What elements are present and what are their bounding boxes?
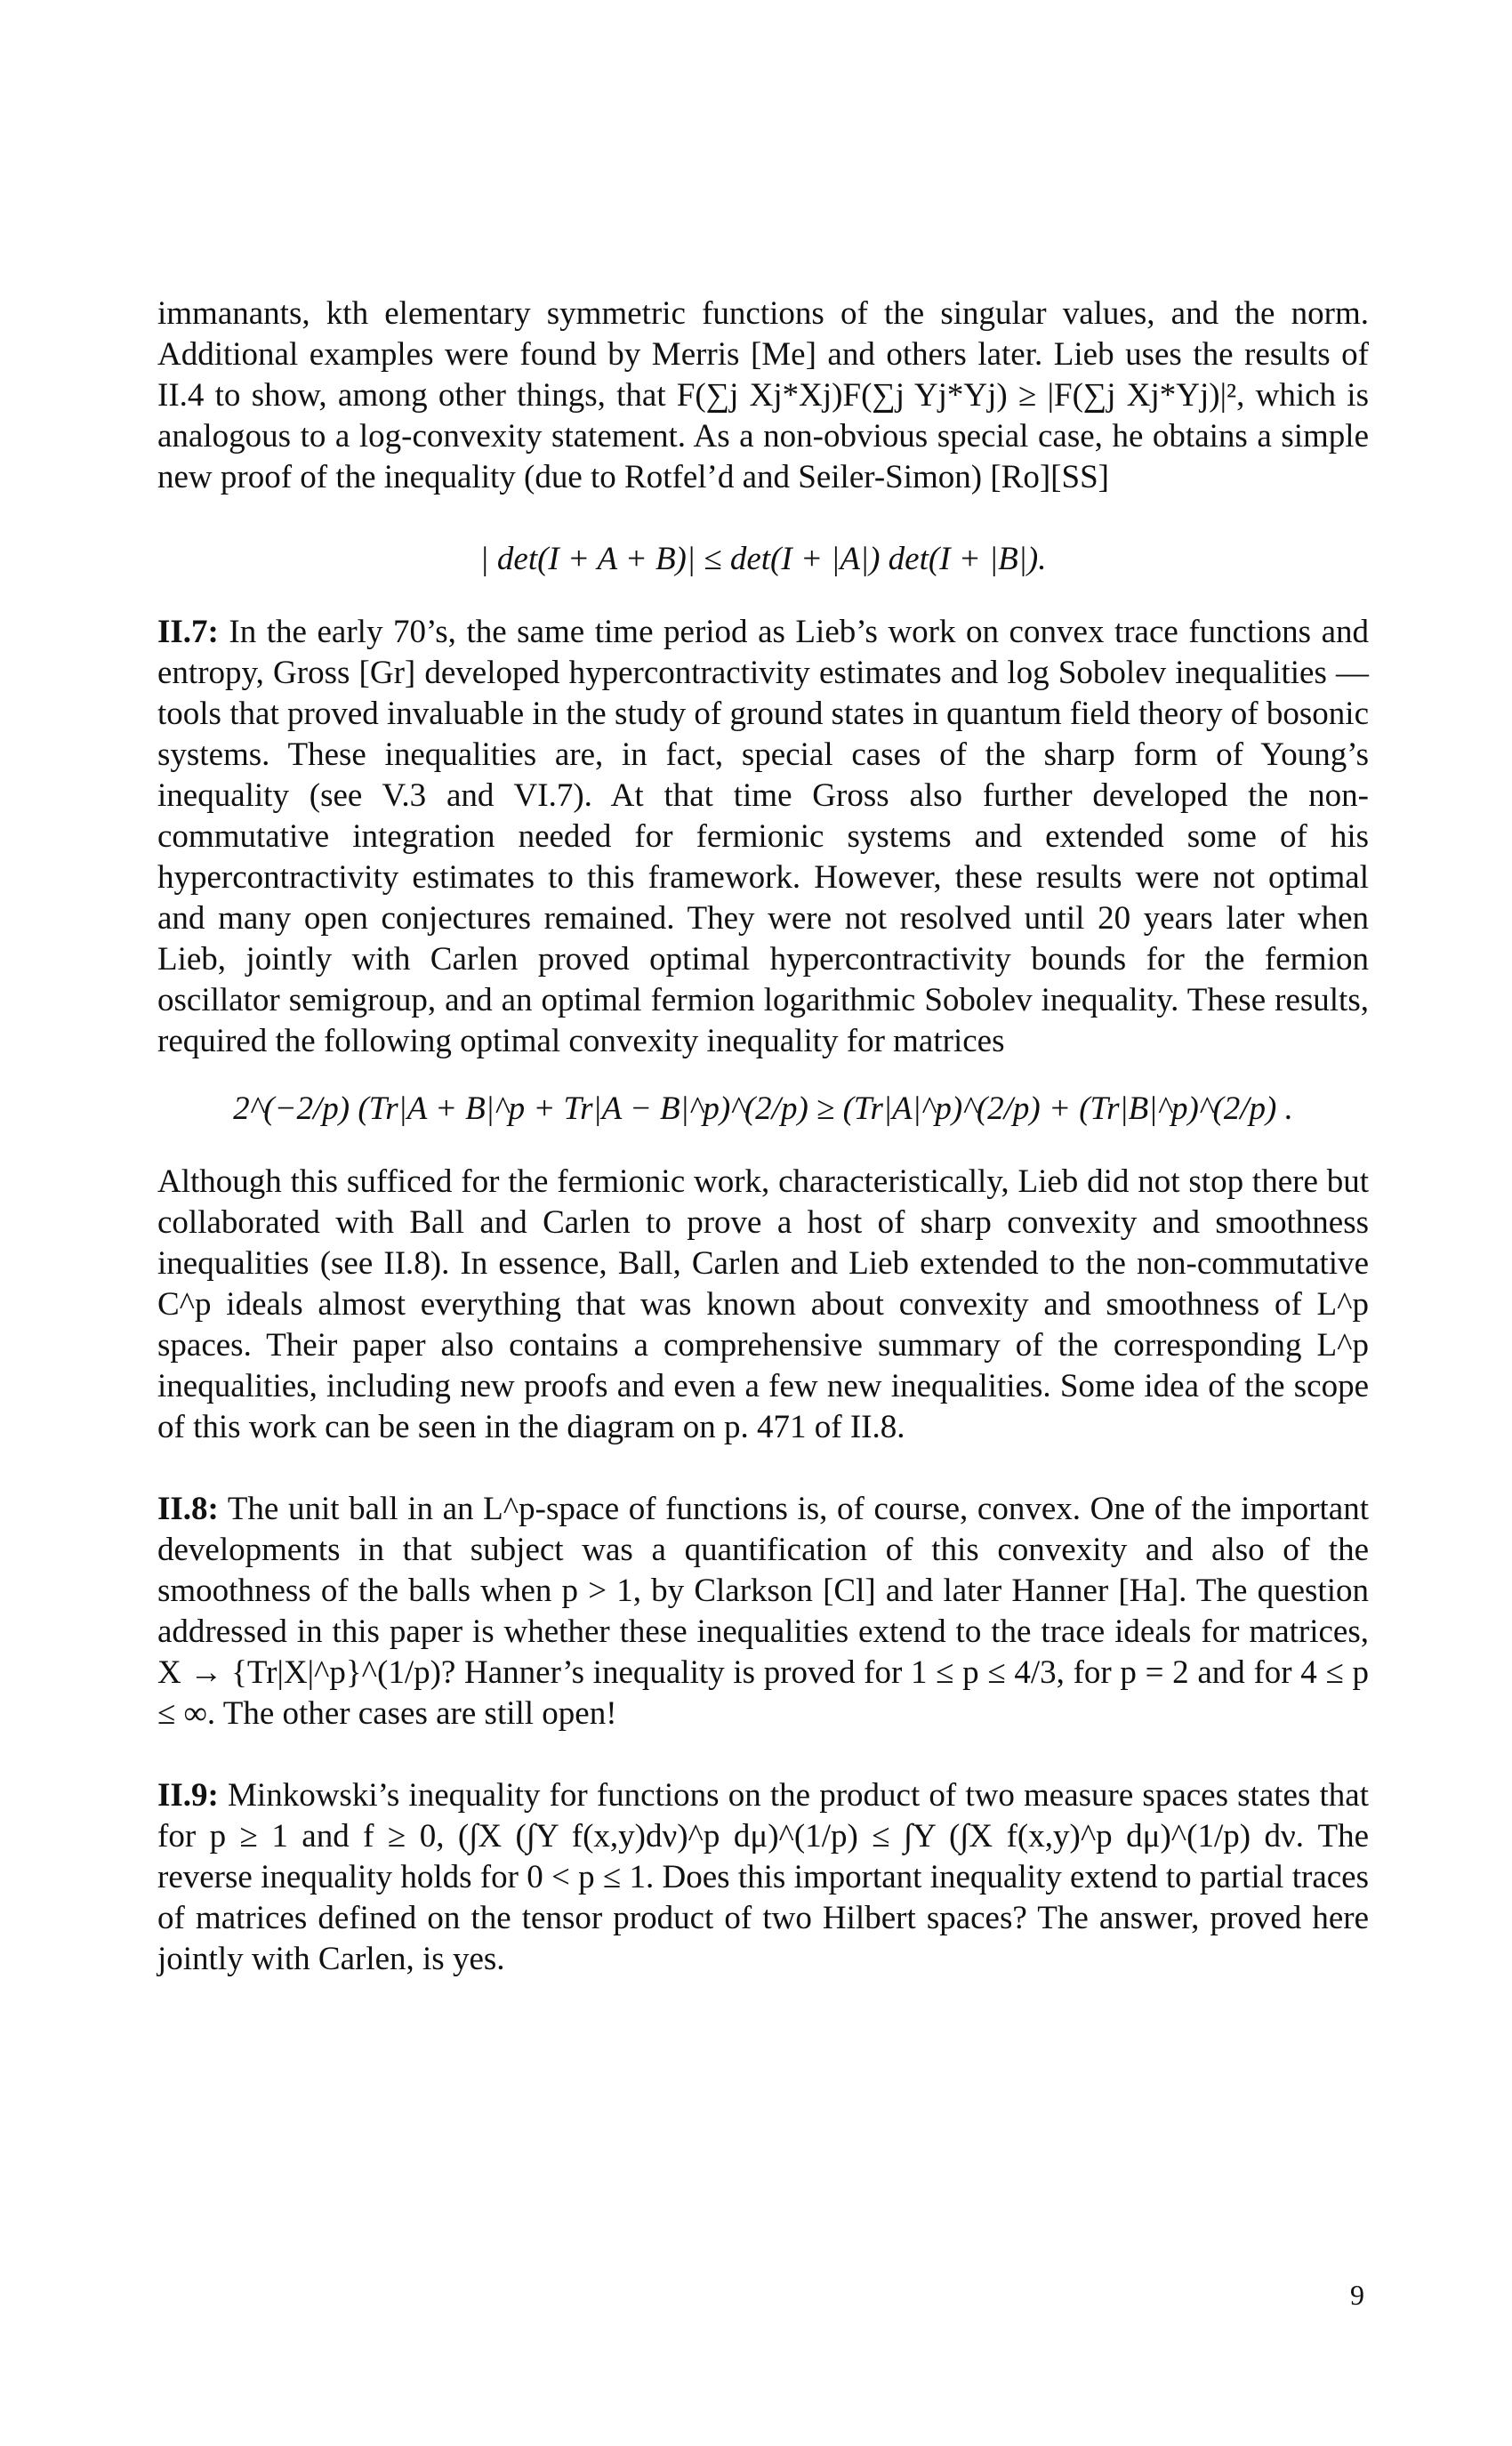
paragraph-II7 xyxy=(157,612,1369,1062)
section-ref-II8: II.8: xyxy=(157,1491,219,1527)
page-body xyxy=(157,294,1369,1980)
section-ref-II7: II.7: xyxy=(157,614,219,650)
paragraph-II7-text: In the early 70’s, the same time period as Lieb’s work on convex trace functions and entropy, Gross [Gr] developed hypercontractivity estimates and log Sobolev inequalities — tools that proved invaluable in the study of ground states in quantum field theory of bosonic systems. These inequalities are, in fact, special cases of the sharp form of Young’s inequality (see V.3 and VI.7). At that time Gross also further developed the non-commutative integration needed for fermionic systems and extended some of his hypercontractivity estimates to this framework. However, these results were not optimal and many open conjectures remained. They were not resolved until 20 years later when Lieb, jointly with Carlen proved optimal hypercontractivity bounds for the fermion oscillator semigroup, and an optimal fermion logarithmic Sobolev inequality. These results, required the following optimal convexity inequality for matrices xyxy=(157,614,1369,1059)
paragraph-II9 xyxy=(157,1775,1369,1980)
equation-rotfeld: | det(I + A + B)| ≤ det(I + |A|) det(I + |B|). xyxy=(479,541,1047,577)
paragraph-II8-text: The unit ball in an L^p-space of functions is, of course, convex. One of the important developments in that subject was a quantification of this convexity and also of the smoothness of the balls when p > 1, by Clarkson [Cl] and later Hanner [Ha]. The question addressed in this paper is whether these inequalities extend to the trace ideals for matrices, X → {Tr|X|^p}^(1/p)? Hanner’s inequality is proved for 1 ≤ p ≤ 4/3, for p = 2 and for 4 ≤ p ≤ ∞. The other cases are still open! xyxy=(157,1491,1369,1732)
equation-convexity: 2^(−2/p) (Tr|A + B|^p + Tr|A − B|^p)^(2/p) ≥ (Tr|A|^p)^(2/p) + (Tr|B|^p)^(2/p) . xyxy=(233,1090,1293,1127)
paragraph-II8 xyxy=(157,1489,1369,1734)
paragraph-ball-carlen-lieb: Although this sufficed for the fermionic work, characteristically, Lieb did not stop there but collaborated with Ball and Carlen to prove a host of sharp convexity and smoothness inequalities (see II.8). In essence, Ball, Carlen and Lieb extended to the non-commutative C^p ideals almost everything that was known about convexity and smoothness of L^p spaces. Their paper also contains a comprehensive summary of the corresponding L^p inequalities, including new proofs and even a few new inequalities. Some idea of the scope of this work can be seen in the diagram on p. 471 of II.8. xyxy=(157,1163,1369,1445)
page-number: 9 xyxy=(1350,2279,1364,2311)
paragraph-II9-text: Minkowski’s inequality for functions on the product of two measure spaces states that for p ≥ 1 and f ≥ 0, (∫X (∫Y f(x,y)dν)^p dμ)^(1/p) ≤ ∫Y (∫X f(x,y)^p dμ)^(1/p) dν. The reverse inequality holds for 0 < p ≤ 1. Does this important inequality extend to partial traces of matrices defined on the tensor product of two Hilbert spaces? The answer, proved here jointly with Carlen, is yes. xyxy=(157,1777,1369,1977)
section-ref-II9: II.9: xyxy=(157,1777,219,1814)
paragraph-intro: immanants, kth elementary symmetric functions of the singular values, and the norm. Additional examples were found by Merris [Me] and others later. Lieb uses the results of II.4 to show, among other things, that F(∑j Xj*Xj)F(∑j Yj*Yj) ≥ |F(∑j Xj*Yj)|², which is analogous to a log-convexity statement. As a non-obvious special case, he obtains a simple new proof of the inequality (due to Rotfel’d and Seiler-Simon) [Ro][SS] xyxy=(157,295,1369,495)
